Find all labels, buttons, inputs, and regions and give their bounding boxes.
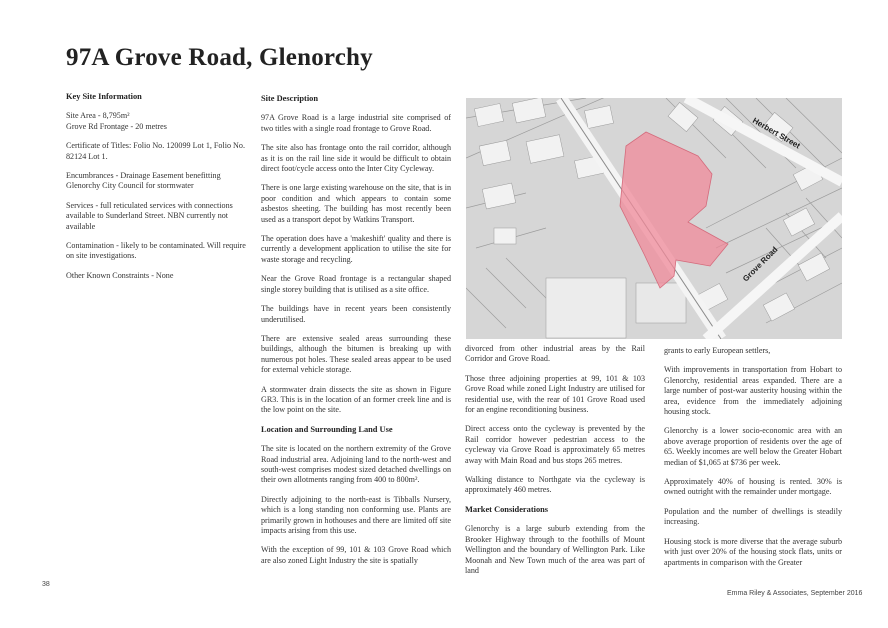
footer-credit: Emma Riley & Associates, September 2016	[727, 590, 863, 597]
paragraph: There are extensive sealed areas surrounding these buildings, although the bitumen is breaking up with numerous pot holes. These sealed areas appear to be used for external vehicle storage.	[261, 333, 451, 375]
market-column	[664, 346, 842, 577]
location-continued-column	[465, 344, 645, 585]
paragraph-continued: grants to early European settlers,	[664, 346, 771, 355]
paragraph: Approximately 40% of housing is rented. 30% is owned outright with the remainder under mortgage.	[664, 477, 842, 497]
paragraph: The operation does have a 'makeshift' quality and there is currently a development application to utilise the site for waste storage and recycling.	[261, 234, 451, 264]
paragraph: The site also has frontage onto the rail corridor, although as it is on the rail line side it would be difficult to obtain direct foot/cycle access onto the Inter City Cycleway.	[261, 143, 451, 174]
certificate-of-titles: Certificate of Titles: Folio No. 120099 Lot 1, Folio No. 82124 Lot 1.	[66, 141, 245, 161]
page-title: 97A Grove Road, Glenorchy	[66, 44, 373, 71]
paragraph-continued: divorced from other industrial areas by the Rail Corridor and Grove Road.	[465, 344, 645, 364]
page-number: 38	[42, 581, 50, 588]
site-description-column	[261, 94, 451, 575]
paragraph: Those three adjoining properties at 99, 101 & 103 Grove Road while zoned Light Industry are utilised for residential use, with the rear of 101 Grove Road used for an engine reconditioning business.	[465, 373, 645, 415]
paragraph: Glenorchy is a large suburb extending from the Brooker Highway through to the foothills of Mount Wellington and the boundary of Wellington Park. Like Moonah and New Town much of the area was part of land	[465, 524, 645, 575]
grove-road-label: Grove Road	[741, 244, 780, 284]
other-constraints: Other Known Constraints - None	[66, 270, 174, 280]
market-heading: Market Considerations	[465, 504, 549, 514]
site-area: Site Area - 8,795m²	[66, 111, 130, 121]
paragraph: Near the Grove Road frontage is a rectangular shaped single storey building that is utilised as a site office.	[261, 274, 451, 294]
herbert-street-label: Herbert Street	[751, 115, 802, 151]
aerial-map-graphic	[466, 98, 842, 339]
services: Services - full reticulated services with connections available to Sunderland Street. NBN currently not available	[66, 200, 233, 231]
paragraph: With improvements in transportation from Hobart to Glenorchy, residential areas expanded. There are a large number of post-war austerity housing within the area, evidence from the immediately adjoining housing stock.	[664, 365, 842, 417]
key-site-info	[66, 92, 252, 290]
paragraph: Housing stock is more diverse that the average suburb with just over 20% of the housing stock flats, units or apartments in comparison with the Greater	[664, 536, 842, 567]
paragraph: 97A Grove Road is a large industrial site comprised of two titles with a single road frontage to Grove Road.	[261, 113, 451, 133]
paragraph: Direct access onto the cycleway is prevented by the Rail corridor however pedestrian access to the cycleway via Grove Road is approximately 65 metres away with Main Road and bus stops 265 metres.	[465, 424, 645, 465]
paragraph: The buildings have in recent years been consistently underutilised.	[261, 304, 451, 324]
paragraph: Walking distance to Northgate via the cycleway is approximately 460 metres.	[465, 475, 645, 495]
paragraph: Directly adjoining to the north-east is Tibballs Nursery, which is a long standing non conforming use. Plants are primarily grown in hothouses and there are limited off site impacts arising from this use.	[261, 494, 451, 535]
paragraph: Population and the number of dwellings is steadily increasing.	[664, 506, 842, 527]
key-info-heading: Key Site Information	[66, 92, 142, 101]
paragraph: There is one large existing warehouse on the site, that is in poor condition and which appears to contain some asbestos sheeting. The building has most recently been used as a transport depot by Watkins Transport.	[261, 183, 451, 224]
location-heading: Location and Surrounding Land Use	[261, 424, 393, 434]
aerial-map	[466, 98, 842, 339]
frontage: Grove Rd Frontage - 20 metres	[66, 121, 167, 131]
paragraph: The site is located on the northern extremity of the Grove Road industrial area. Adjoining land to the north-west and south-west comprises modest sized detached dwellings on their own allotments ranging from 400 to 800m².	[261, 444, 451, 485]
paragraph: With the exception of 99, 101 & 103 Grove Road which are also zoned Light Industry the site is spatially	[261, 545, 451, 565]
contamination: Contamination - likely to be contaminated. Will require on site investigations.	[66, 241, 246, 261]
site-description-heading: Site Description	[261, 94, 318, 103]
encumbrances: Encumbrances - Drainage Easement benefitting Glenorchy City Council for stormwater	[66, 171, 221, 191]
paragraph: A stormwater drain dissects the site as shown in Figure GR3. This is in the location of an former creek line and is the low point on the site.	[261, 384, 451, 415]
paragraph: Glenorchy is a lower socio-economic area with an above average proportion of residents over the age of 65. Weekly incomes are well below the Greater Hobart median of $1,065 at $736 per week.	[664, 426, 842, 467]
